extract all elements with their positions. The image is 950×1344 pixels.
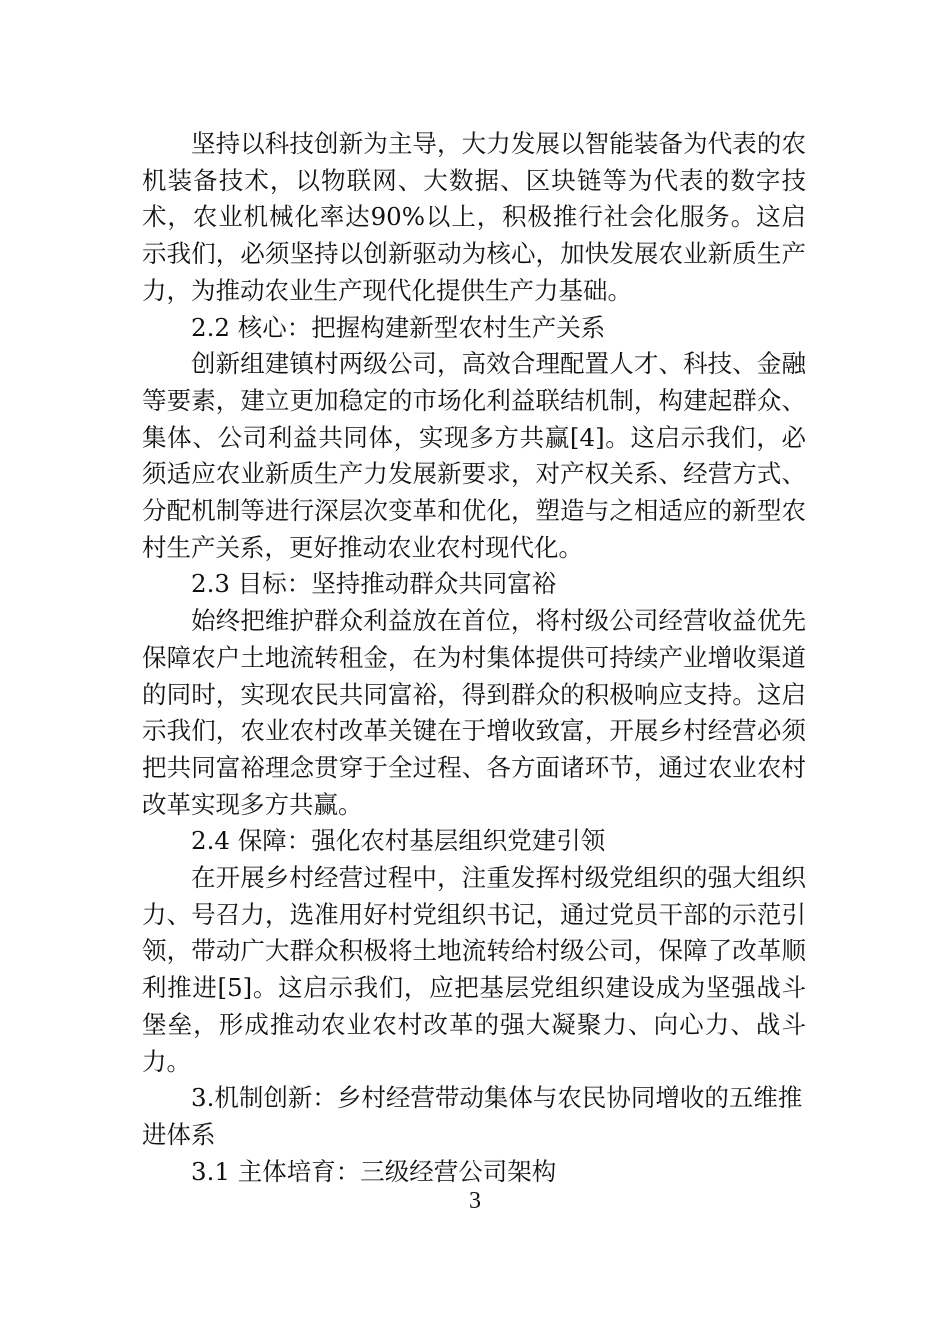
paragraph-party-leadership: 在开展乡村经营过程中，注重发挥村级党组织的强大组织力、号召力，选准用好村党组织书记，通过党员干部的示范引领，带动广大群众积极将土地流转给村级公司，保障了改革顺利推进[5]。这启示我们，应把基层党组织建设成为坚强战斗堡垒，形成推动农业农村改革的强大凝聚力、向心力、战斗力。	[142, 863, 806, 1076]
heading-3-1-subject-cultivation: 3.1 主体培育：三级经营公司架构	[191, 1156, 557, 1186]
page-number: 3	[469, 1188, 481, 1214]
paragraph-production-relations: 创新组建镇村两级公司，高效合理配置人才、科技、金融等要素，建立更加稳定的市场化利益联结机制，构建起群众、集体、公司利益共同体，实现多方共赢[4]。这启示我们，必须适应农业新质生产力发展新要求，对产权关系、经营方式、分配机制等进行深层次变革和优化，塑造与之相适应的新型农村生产关系，更好推动农业农村现代化。	[142, 349, 806, 562]
heading-2-2-core: 2.2 核心：把握构建新型农村生产关系	[191, 312, 606, 342]
paragraph-common-prosperity: 始终把维护群众利益放在首位，将村级公司经营收益优先保障农户土地流转租金，在为村集体提供可持续产业增收渠道的同时，实现农民共同富裕，得到群众的积极响应支持。这启示我们，农业农村改革关键在于增收致富，开展乡村经营必须把共同富裕理念贯穿于全过程、各方面诸环节，通过农业农村改革实现多方共赢。	[142, 606, 806, 819]
heading-2-3-goal: 2.3 目标：坚持推动群众共同富裕	[191, 569, 557, 599]
document-body	[142, 126, 806, 1190]
heading-2-4-guarantee: 2.4 保障：强化农村基层组织党建引领	[191, 826, 606, 856]
paragraph-tech-innovation: 坚持以科技创新为主导，大力发展以智能装备为代表的农机装备技术，以物联网、大数据、区块链等为代表的数字技术，农业机械化率达90%以上，积极推行社会化服务。这启示我们，必须坚持以创新驱动为核心，加快发展农业新质生产力，为推动农业生产现代化提供生产力基础。	[142, 129, 806, 305]
heading-3-mechanism-innovation: 3.机制创新：乡村经营带动集体与农民协同增收的五维推进体系	[142, 1083, 803, 1149]
